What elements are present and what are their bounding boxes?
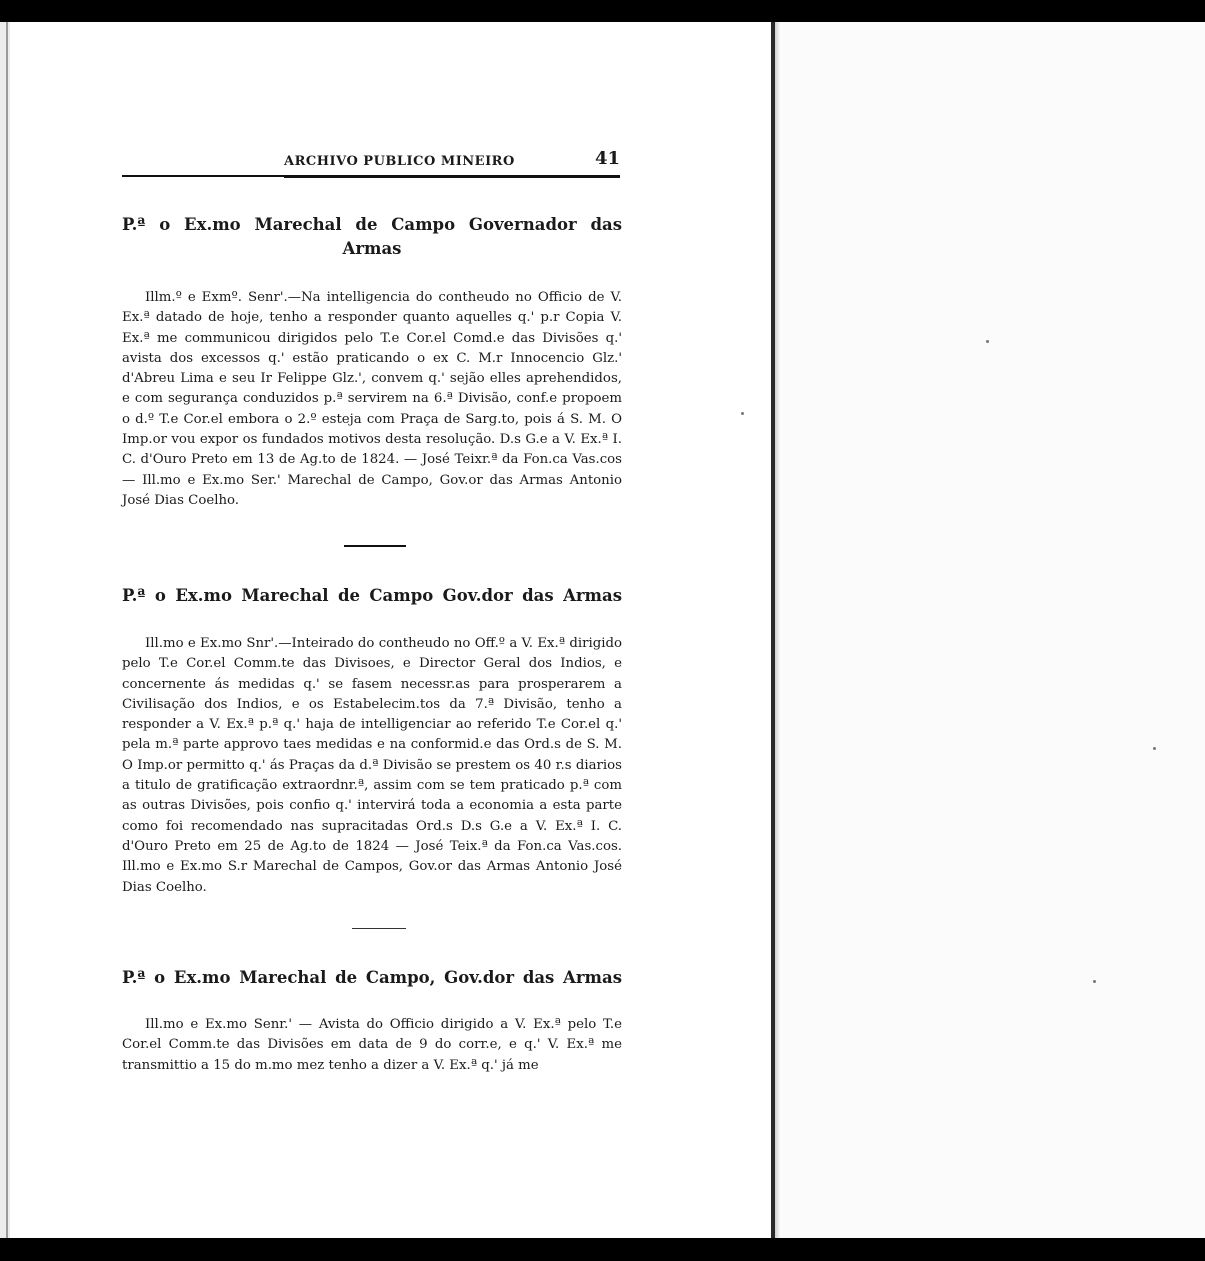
letter-3-body: Ill.mo e Ex.mo Senr.' — Avista do Officio dirigido a V. Ex.ª pelo T.e Cor.el Comm.te das Divisões em data de 9 do corr.e, e q.' V. Ex.ª me transmittio a 15 do m.mo mez tenho a dizer a V. Ex.ª q.' já me bbox=[122, 1017, 622, 1073]
letter-1-heading-line1: P.ª o Ex.mo Marechal de Campo Governador das bbox=[122, 215, 622, 234]
blank-facing-page bbox=[781, 22, 1205, 1238]
letter-3-heading: P.ª o Ex.mo Marechal de Campo, Gov.dor das Armas bbox=[122, 968, 622, 987]
running-title: ARCHIVO PUBLICO MINEIRO bbox=[284, 154, 515, 169]
scan-top-border bbox=[0, 0, 1205, 22]
section-separator bbox=[352, 928, 406, 929]
scan-left-edge bbox=[0, 22, 10, 1238]
letter-1-body: Illm.º e Exmº. Senr'.—Na intelligencia do contheudo no Officio de V. Ex.ª datado de hoje, tenho a responder quanto aquelles q.' p.r Copia V. Ex.ª me communicou dirigidos pelo T.e Cor.el Comd.e das Divisões q.' avista dos excessos q.' estão praticando o ex C. M.r Innocencio Glz.' d'Abreu Lima e seu Ir Felippe Glz.', convem q.' sejão elles aprehendidos, e com segurança conduzidos p.ª servirem na 6.ª Divisão, conf.e propoem o d.º T.e Cor.el embora o 2.º esteja com Praça de Sarg.to, pois á S. M. O Imp.or vou expor os fundados motivos desta resolução. D.s G.e a V. Ex.ª I. C. d'Ouro Preto em 13 de Ag.to de 1824. — José Teixr.ª da Fon.ca Vas.cos — Ill.mo e Ex.mo Ser.' Marechal de Campo, Gov.or das Armas Antonio José Dias Coelho. bbox=[122, 290, 622, 508]
section-separator bbox=[344, 545, 406, 547]
header-rule bbox=[122, 175, 620, 177]
letter-2-heading: P.ª o Ex.mo Marechal de Campo Gov.dor das Armas bbox=[122, 586, 622, 605]
scan-speck bbox=[1153, 747, 1156, 750]
letter-1-heading-line2: Armas bbox=[342, 239, 402, 258]
scan-speck bbox=[741, 412, 744, 415]
scan-speck bbox=[986, 340, 989, 343]
running-head bbox=[284, 148, 620, 178]
scan-bottom-border bbox=[0, 1238, 1205, 1261]
scan-speck bbox=[1093, 980, 1096, 983]
letter-2-body: Ill.mo e Ex.mo Snr'.—Inteirado do contheudo no Off.º a V. Ex.ª dirigido pelo T.e Cor.el Comm.te das Divisoes, e Director Geral dos Indios, e concernente ás medidas q.' se fasem necessr.as para prosperarem a Civilisação dos Indios, e os Estabelecim.tos da 7.ª Divisão, tenho a responder a V. Ex.ª p.ª q.' haja de intelligenciar ao referido T.e Cor.el q.' pela m.ª parte approvo taes medidas e na conformid.e das Ord.s de S. M. O Imp.or permitto q.' ás Praças da d.ª Divisão se prestem os 40 r.s diarios a titulo de gratificação extraordnr.ª, assim com se tem praticado p.ª com as outras Divisões, pois confio q.' intervirá toda a economia a esta parte como foi recomendado nas supracitadas Ord.s D.s G.e a V. Ex.ª I. C. d'Ouro Preto em 25 de Ag.to de 1824 — José Teix.ª da Fon.ca Vas.cos. Ill.mo e Ex.mo S.r Marechal de Campos, Gov.or das Armas Antonio José Dias Coelho. bbox=[122, 636, 622, 895]
letter-1-heading bbox=[122, 213, 622, 261]
page-number: 41 bbox=[594, 148, 620, 169]
